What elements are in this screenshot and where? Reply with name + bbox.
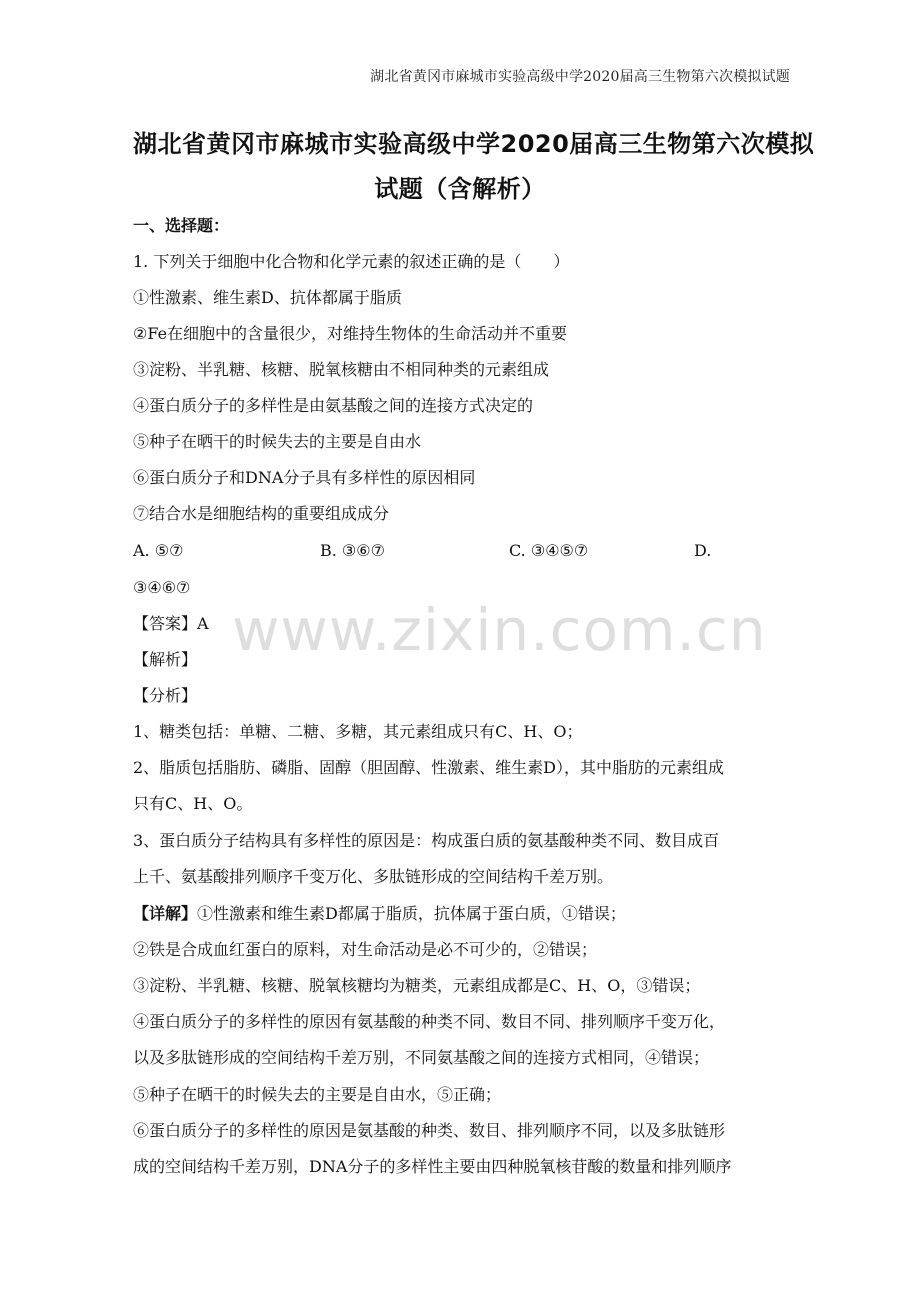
- analysis-line-5: 上千、氨基酸排列顺序千变万化、多肽链形成的空间结构千差万别。: [133, 867, 614, 886]
- detail-line-7: ⑥蛋白质分子的多样性的原因是氨基酸的种类、数目、排列顺序不同，以及多肽链形: [133, 1121, 726, 1140]
- statement-7: ⑦结合水是细胞结构的重要组成成分: [133, 504, 390, 523]
- analysis-line-4: 3、蛋白质分子结构具有多样性的原因是：构成蛋白质的氨基酸种类不同、数目成百: [133, 831, 720, 850]
- running-header: 湖北省黄冈市麻城市实验高级中学2020届高三生物第六次模拟试题: [370, 69, 790, 85]
- detail-line-8: 成的空间结构千差万别，DNA分子的多样性主要由四种脱氧核苷酸的数量和排列顺序: [133, 1157, 732, 1176]
- option-a: A. ⑤⑦: [133, 541, 184, 560]
- breakdown-label: 【分析】: [133, 686, 198, 705]
- header-rule: [133, 92, 787, 93]
- detail-line-5: 以及多肽链形成的空间结构千差万别，不同氨基酸之间的连接方式相同，④错误；: [133, 1048, 710, 1067]
- statement-2: ②Fe在细胞中的含量很少，对维持生物体的生命活动并不重要: [133, 324, 568, 343]
- option-b: B. ③⑥⑦: [320, 541, 385, 560]
- statement-1: ①性激素、维生素D、抗体都属于脂质: [133, 288, 402, 307]
- watermark: www.zixin.com.cn: [232, 596, 767, 664]
- answer-line: [133, 614, 209, 634]
- statement-4: ④蛋白质分子的多样性是由氨基酸之间的连接方式决定的: [133, 396, 534, 415]
- statement-3: ③淀粉、半乳糖、核糖、脱氧核糖由不相同种类的元素组成: [133, 360, 550, 379]
- answer-value: A: [197, 614, 209, 633]
- detail-label: 【详解】: [133, 904, 198, 923]
- option-d-continuation: ③④⑥⑦: [133, 578, 191, 597]
- document-title-line-2: 试题（含解析）: [374, 175, 546, 203]
- analysis-line-1: 1、糖类包括：单糖、二糖、多糖，其元素组成只有C、H、O；: [133, 722, 583, 741]
- option-d: D.: [694, 541, 712, 560]
- statement-5: ⑤种子在晒干的时候失去的主要是自由水: [133, 432, 422, 451]
- analysis-label: 【解析】: [133, 650, 198, 669]
- detail-line-1: [133, 904, 626, 924]
- detail-line-3: ③淀粉、半乳糖、核糖、脱氧核糖均为糖类，元素组成都是C、H、O，③错误；: [133, 976, 701, 995]
- detail-first-text: ①性激素和维生素D都属于脂质，抗体属于蛋白质，①错误；: [197, 904, 626, 923]
- question-stem: 1. 下列关于细胞中化合物和化学元素的叙述正确的是（ ）: [133, 252, 570, 271]
- answer-label: 【答案】: [133, 614, 198, 633]
- section-heading: 一、选择题：: [133, 216, 230, 235]
- detail-line-4: ④蛋白质分子的多样性的原因有氨基酸的种类不同、数目不同、排列顺序千变万化，: [133, 1012, 726, 1031]
- option-c: C. ③④⑤⑦: [509, 541, 589, 560]
- detail-line-6: ⑤种子在晒干的时候失去的主要是自由水，⑤正确；: [133, 1085, 502, 1104]
- document-title-line-1: 湖北省黄冈市麻城市实验高级中学2020届高三生物第六次模拟: [133, 130, 815, 158]
- detail-line-2: ②铁是合成血红蛋白的原料，对生命活动是必不可少的，②错误；: [133, 940, 598, 959]
- statement-6: ⑥蛋白质分子和DNA分子具有多样性的原因相同: [133, 468, 476, 487]
- analysis-line-2: 2、脂质包括脂肪、磷脂、固醇（胆固醇、性激素、维生素D），其中脂肪的元素组成: [133, 758, 725, 777]
- analysis-line-3: 只有C、H、O。: [133, 794, 253, 813]
